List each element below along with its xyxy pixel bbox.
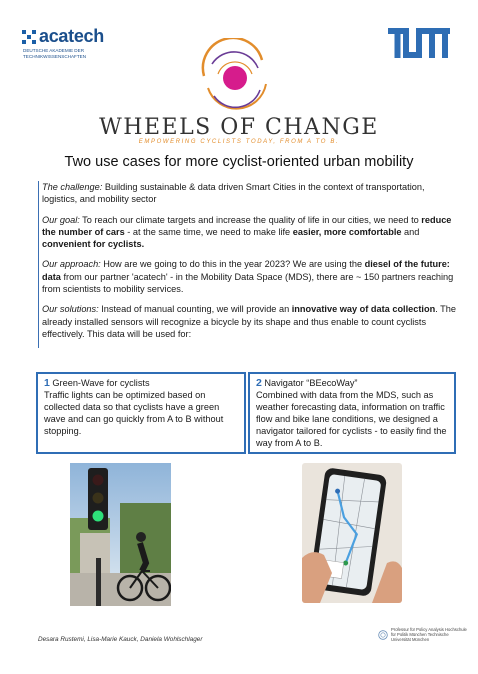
- solutions-paragraph: [42, 303, 462, 340]
- box1-heading: [44, 377, 238, 389]
- challenge-lead: The challenge:: [42, 182, 103, 192]
- logo-title: WHEELS OF CHANGE: [99, 115, 379, 140]
- institution-text: Professur für Policy Analysis Hochschule für Politik München Technische Universität München: [391, 627, 467, 643]
- goal-bold: convenient for cyclists.: [42, 239, 145, 250]
- tum-logo-icon: [388, 28, 450, 58]
- institution-icon: [378, 630, 388, 640]
- goal-text: - at the same time, we need to make life: [124, 226, 293, 237]
- acatech-grid-icon: [22, 30, 36, 44]
- box2-heading: [256, 377, 448, 389]
- solutions-bold: innovative way of data collection: [291, 304, 436, 315]
- box1-number: 1: [44, 377, 50, 389]
- box2-text: Combined with data from the MDS, such as weather forecasting data, information on traffic flow and bike lane conditions, we designed a navigator tailored for cyclists - to easily find the way from A to B.: [256, 390, 447, 448]
- goal-paragraph: [42, 214, 462, 251]
- acatech-subtitle: DEUTSCHE AKADEMIE DER TECHNIKWISSENSCHAFTEN: [23, 48, 87, 59]
- goal-text: and: [401, 226, 420, 237]
- box1-title: Green-Wave for cyclists: [49, 378, 150, 388]
- box2-title: Navigator “BEecoWay”: [261, 378, 358, 388]
- use-case-green-wave-box: [36, 372, 246, 454]
- goal-bold: reduce the number of cars: [42, 214, 452, 237]
- approach-lead: Our approach:: [42, 259, 101, 270]
- challenge-paragraph: [42, 181, 462, 206]
- traffic-light-cyclist-image: [70, 463, 171, 606]
- challenge-text: Building sustainable & data driven Smart Cities in the context of transportation, logistics, and mobility sector: [42, 182, 425, 205]
- goal-lead: Our goal:: [42, 214, 80, 225]
- use-case-navigator-box: [248, 372, 456, 454]
- institution-logo: [378, 627, 469, 643]
- solutions-text: Instead of manual counting, we will provide an: [98, 304, 292, 315]
- approach-paragraph: [42, 258, 462, 295]
- logo-tagline: EMPOWERING CYCLISTS TODAY, FROM A TO B.: [138, 139, 340, 145]
- solutions-lead: Our solutions:: [42, 304, 99, 315]
- box1-text: Traffic lights can be optimized based on collected data so that cyclists have a green wave and can go quickly from A to B without stopping.: [44, 390, 224, 436]
- approach-bold: diesel of the future: data: [42, 259, 450, 282]
- box2-number: 2: [256, 377, 262, 389]
- approach-text: How are we going to do this in the year 2023? We are using the: [100, 259, 365, 270]
- approach-text: from our partner 'acatech' - in the Mobility Data Space (MDS), there are ~ 150 partners reaching from scientists to mobility services.: [42, 271, 454, 295]
- acatech-logo: [22, 26, 113, 59]
- wheels-of-change-logo-icon: [196, 38, 274, 116]
- goal-text: To reach our climate targets and increase the quality of life in our cities, we need to: [79, 214, 422, 225]
- solutions-text: . The already installed sensors will recognize a bicycle by its shape and thus enable to count cyclists effectively. This data will be used for:: [42, 304, 456, 339]
- body-text: [38, 181, 462, 348]
- acatech-name: acatech: [39, 26, 104, 46]
- goal-bold: easier, more comfortable: [292, 226, 402, 237]
- navigator-phone-image: [302, 463, 402, 603]
- page-headline: Two use cases for more cyclist-oriented urban mobility: [64, 154, 414, 170]
- authors: Desara Rustemi, Lisa-Marie Kauck, Daniela Wohlschlager: [38, 636, 203, 643]
